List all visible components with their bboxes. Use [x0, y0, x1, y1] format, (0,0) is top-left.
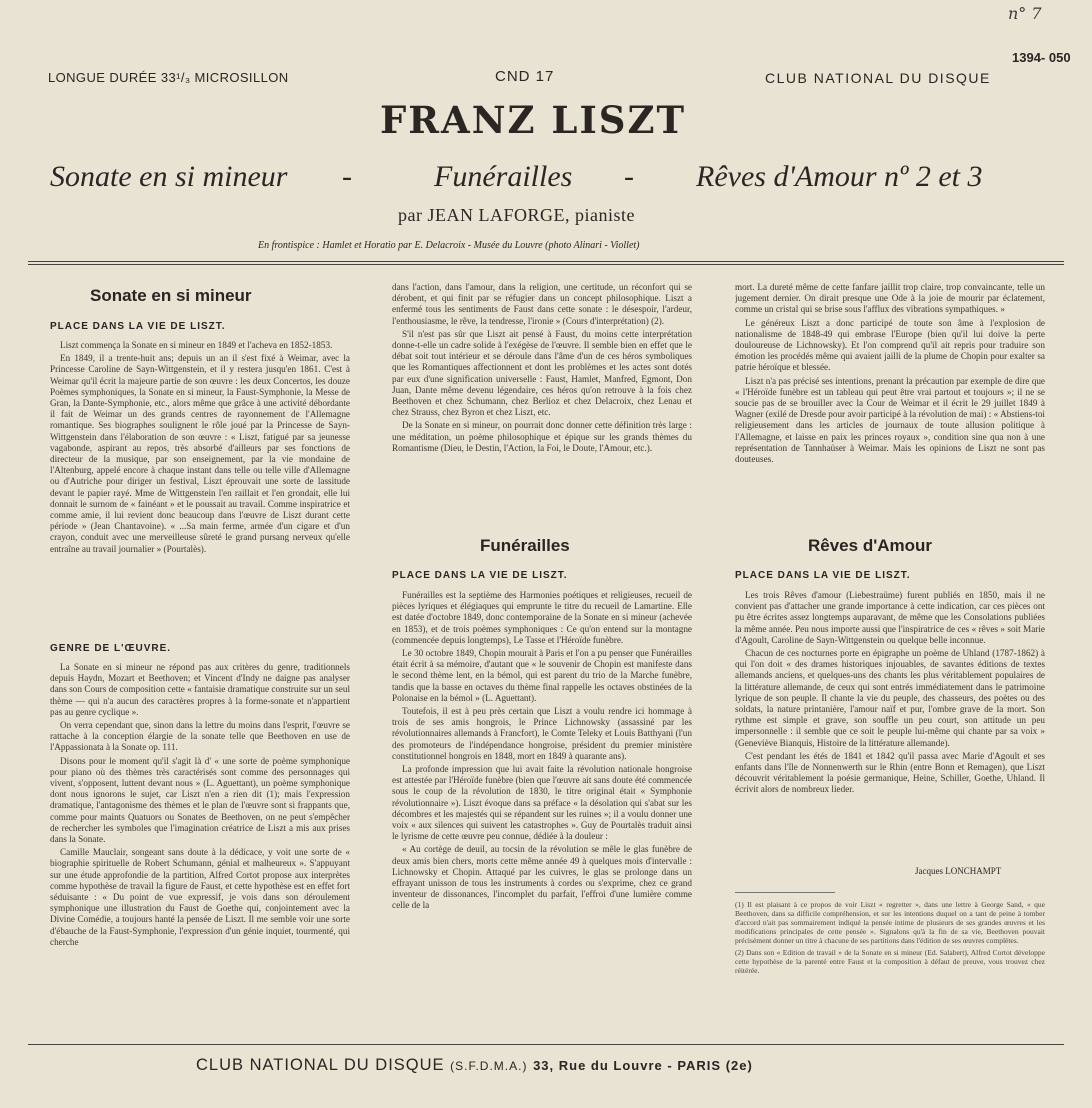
footer-street: 33, Rue du Louvre - PARIS (2e): [533, 1058, 753, 1073]
paragraph: S'il n'est pas sûr que Liszt ait pensé à Faust, du moins cette interprétation donne-t-elle un cadre solide à l'exégèse de l'œuvre. Il semble bien en effet que le débat soit tout intérieur et se déroule dans l'âme d'un de ces héros symboliques que les Romantiques affectionnent et dont les problèmes et les actes sont dotés par eux d'une signification universelle : Faust, Hamlet, Manfred, Egmont, Don Juan, Dante même devenu légendaire, ces héros qu'on retrouve à la fois chez Beethoven et chez Schumann, chez Berlioz et chez Delacroix, chez Lenau et chez Strauss, chez Byron et chez Liszt, etc.: [392, 328, 692, 418]
paragraph: « Au cortège de deuil, au tocsin de la révolution se mêle le glas funèbre de deux amis bien chers, morts cette même année 49 à quelques mois d'intervalle : Lichnowsky et Chopin. Attaqué par les cuivres, le glas se prolonge dans un effrayant unisson de tous les instruments à cordes ou s'exprime, chez ce grand inventeur de dissonances, l'incomplet du parfait, l'effroi d'une lumière comme celle de la: [392, 844, 692, 911]
paragraph: Chacun de ces nocturnes porte en épigraphe un poème de Uhland (1787-1862) à qui l'on doit « des drames historiques injouables, de savantes éditions de textes allemands anciens, et quelques-uns des chants les plus véritablement populaires de la littérature allemande, de ceux qui sont entrés immédiatement dans le patrimoine lyrique de son peuple. Il chante la vie du peuple, des chasseurs, des poètes ou des soldats, la nature printanière, l'amour naïf et pur, l'ombre grave de la mort. Son rythme est simple et grave, son souffle un peu court, son attitude un peu impersonnelle : il semble que ce soit le peuple lui-même qui chante par sa voix » (Geneviève Bianquis, Histoire de la littérature allemande).: [735, 648, 1045, 748]
paragraph: Liszt n'a pas précisé ses intentions, prenant la précaution par exemple de dire que « l'Héroïde funèbre est un tableau qui peut être vrai partout et toujours »; il ne se soucie pas de se brouiller avec la Cour de Weimar et il écrit le 29 juillet 1849 à Wagner (exilé de Dresde pour avoir participé à la révolution de mai) : « Abstiens-toi religieusement dans les articles de journaux de toute allusion politique à l'Allemagne, et laisse en paix les princes royaux », condition sine qua non à une représentation de Tannhaüser à Weimar. Mais les opinions de Liszt ne sont pas douteuses.: [735, 375, 1045, 465]
frontispiece-credit: En frontispice : Hamlet et Horatio par E. Delacroix - Musée du Louvre (photo Alinari - Viollet): [258, 240, 640, 251]
work-separator-2: -: [624, 160, 634, 193]
paragraph: C'est pendant les étés de 1841 et 1842 qu'il passa avec Marie d'Agoult et ses enfants dans l'île de Nonnenwerth sur le Rhin (entre Bonn et Remagen), que Liszt découvrit véritablement la poésie germanique, Heine, Schiller, Goethe, Uhland. Il écrivit alors de nombreux lieder.: [735, 750, 1045, 795]
paragraph: La Sonate en si mineur ne répond pas aux critères du genre, traditionnels depuis Haydn, Mozart et Beethoven; et Vincent d'Indy ne daigne pas analyser dans son Cours de composition cette « fantaisie dramatique construite sur un seul thème — qui n'a aucun des caractères propres à la forme-sonate et n'appartient pas au genre cyclique ».: [50, 662, 350, 717]
footnote-1: (1) Il est plaisant à ce propos de voir Liszt « regretter », dans une lettre à George Sand, « que Beethoven, dans sa difficile compréhension, et sur les intentions duquel on a tant de peine à tomber d'accord n'ait pas sommairement indiqué la pensée intime de plusieurs de ses grandes œuvres et les modifications principales de cette pensée ». Signalons qu'à la fin de sa vie, Beethoven pouvait précisément donner un titre à chacune de ses partitions dans l'édition de ses œuvres complètes.: [735, 900, 1045, 945]
work-funerailles: Funérailles: [434, 160, 573, 193]
bottom-rule: [28, 1044, 1064, 1045]
top-rule: [28, 261, 1064, 262]
paragraph: On verra cependant que, sinon dans la lettre du moins dans l'esprit, l'œuvre se rattache à la conception élargie de la sonate telle que Beethoven en use de l'Appassionata à la Sonate op. 111.: [50, 720, 350, 753]
subheading-funerailles-vie: PLACE DANS LA VIE DE LISZT.: [392, 570, 568, 581]
paragraph: Toutefois, il est à peu près certain que Liszt a voulu rendre ici hommage à trois de ses amis hongrois, le Prince Lichnowsky (assassiné par les révolutionnaires allemands à Francfort), le Comte Teleky et Louis Batthyani (l'un des promoteurs de l'indépendance hongroise, président du premier ministère constitutionnel hongrois en 1848, mort en 1849 à quarante ans).: [392, 706, 692, 761]
work-sonate: Sonate en si mineur: [50, 160, 288, 193]
paragraph: Le généreux Liszt a donc participé de toute son âme à l'explosion de nationalisme de 1848-49 qui embrase l'Europe (bien qu'il lui doive la perte douloureuse de Lichnowsky). Et l'on comprend qu'il ait repris pour traduire son émotion les procédés même qui avaient jailli de la plume de Chopin pour exalter sa patrie héroïque et blessée.: [735, 317, 1045, 373]
work-reves: Rêves d'Amour nº 2 et 3: [696, 160, 983, 193]
paragraph: Disons pour le moment qu'il s'agit là d' « une sorte de poème symphonique pour piano où des thèmes très caractérisés sont comme des personnages qui vivent, s'opposent, luttent devant nous » (L. Aguettant), un poème symphonique dont nous ignorons le sujet, car Liszt n'en a rien dit (1); mais l'expression dramatique, l'antagonisme des thèmes et le plan de l'œuvre sont si frappants que, comme pour maints Quatuors ou Sonates de Beethoven, on ne peut s'empêcher de rechercher les symboles que l'imagination créatrice de Liszt a mis aux prises dans la Sonate.: [50, 755, 350, 845]
paragraph: Le 30 octobre 1849, Chopin mourait à Paris et l'on a pu penser que Funérailles était écrit à sa mémoire, d'autant que « le souvenir de Chopin est manifeste dans le second thème lent, en la bémol, qui est parent du trio de la Marche funèbre, tandis que la basse en octaves du thème final rappelle les octaves obstinées de la Polonaise en la bémol » (L. Aguettant).: [392, 648, 692, 703]
format-label: LONGUE DURÉE 33¹/₃ MICROSILLON: [48, 70, 289, 85]
paragraph: En 1849, il a trente-huit ans; depuis un an il s'est fixé à Weimar, avec la Princesse Caroline de Sayn-Wittgenstein, et il y restera jusqu'en 1861. C'est à Weimar qu'il écrit la majeure partie de son œuvre : les deux Concertos, les douze Poèmes symphoniques, la Sonate en si mineur, la Faust-Symphonie, la Messe de Gran, la Dante-Symphonie, etc., alors même que grâce à une activité débordante il fait de Weimar un des grands centres de rayonnement de l'Allemagne romantique. Ses biographes soulignent le rôle joué par la Princesse de Sayn-Wittgenstein dans l'élaboration de son œuvre : « Liszt, fatigué par sa jeunesse vagabonde, aspirant au repos, très absorbé d'ailleurs par ses fonctions de directeur de la musique, par son enseignement, par la vie mondaine de l'Altenburg, appelé encore à chaque instant dans telle ou telle ville d'Allemagne ou d'Autriche pour diriger un festival, Liszt éprouvait une sorte de lassitude devant le papier rayé. Mme de Wittgenstein l'en raillait et l'en grondait, elle lui donnait le surnom de « fainéant » et le poussait au travail. Comme inspiratrice et comme amie, il lui revient donc beaucoup dans l'œuvre de Liszt durant cette période » (Jean Chantavoine). « ...Sa main ferme, armée d'un cigare et d'un crayon, conduit avec une merveilleuse sûreté le grand pursang nerveux qu'elle entraîne au travail journalier » (Pourtalès).: [50, 353, 350, 554]
paragraph: dans l'action, dans l'amour, dans la religion, une certitude, un réconfort qui se dérobent, et qui finit par se réfugier dans un concept philosophique. Liszt a enfermé tous les sentiments de Faust dans cette sonate : le désespoir, l'ardeur, l'enthousiasme, le rêve, la tendresse, l'ironie » (Cours d'interprétation) (2).: [392, 282, 692, 326]
footer-address: [196, 1056, 753, 1075]
performer-line: par JEAN LAFORGE, pianiste: [398, 205, 635, 225]
footnote-rule: [735, 892, 835, 893]
footer-club-name: CLUB NATIONAL DU DISQUE: [196, 1056, 445, 1074]
text-sonate-vie: [50, 340, 350, 618]
paragraph: La profonde impression que lui avait faite la révolution nationale hongroise est attestée par l'Héroïde funèbre (bien que l'œuvre ait sans doute été commencée sous le coup de la révolution de 1830, le titre original était « Symphonie révolutionnaire »). Liszt évoque dans sa préface « la désolation qui s'abat sur les décombres et les majestés qui se répandent sur les ruines »; il a voulu donner une voix « aux silences qui suivent les catastrophes ». Guy de Pourtalès traduit ainsi le lyrisme de cette œuvre peu connue, dédiée à la douleur :: [392, 764, 692, 842]
paragraph: Liszt commença la Sonate en si mineur en 1849 et l'acheva en 1852-1853.: [60, 340, 333, 350]
handwritten-mark: n° 7: [1008, 4, 1042, 23]
composer-title: FRANZ LISZT: [380, 98, 687, 142]
top-rule-2: [28, 264, 1064, 265]
catalog-number: CND 17: [495, 68, 555, 85]
text-funerailles-cont: [735, 282, 1045, 510]
text-funerailles: [392, 590, 692, 1042]
author-signature: Jacques LONCHAMPT: [915, 866, 1002, 876]
text-genre: [50, 662, 350, 1042]
label-name: CLUB NATIONAL DU DISQUE: [765, 70, 991, 86]
footnote-2: (2) Dans son « Edition de travail » de la Sonate en si mineur (Ed. Salabert), Alfred Cortot développe cette hypothèse de la parenté entre Faust et la composition à défaut de preuve, vous trouvez chez réitérée.: [735, 948, 1045, 975]
work-separator-1: -: [342, 160, 352, 193]
footnotes: [735, 900, 1045, 1040]
subheading-genre: GENRE DE L'ŒUVRE.: [50, 643, 172, 654]
text-sonate-cont: [392, 282, 692, 510]
text-reves: [735, 590, 1045, 860]
paragraph: mort. La dureté même de cette fanfare jaillit trop claire, trop convaincante, telle un jugement dernier. On dirait presque une Ode à la joie de mourir par éclatement, comme un cristal qui se brise sous l'afflux des vibrations sympathiques. »: [735, 282, 1045, 315]
reference-number: 1394- 050: [1012, 50, 1071, 65]
paragraph: Camille Mauclair, songeant sans doute à la dédicace, y voit une sorte de « biographie spirituelle de Robert Schumann, génial et malheureux ». S'appuyant sur une étude approfondie de la partition, Alfred Cortot propose aux interprètes comme hypothèse de travail la figure de Faust, et cette hypothèse est en effet fort séduisante : « Du point de vue expressif, je vois dans son déroulement symphonique une illustration du Faust de Goethe qui, conjointement avec la Divine Comédie, a toujours hanté la pensée de Liszt. Il me semble voir une sorte d'ébauche de la Faust-Symphonie, l'expression d'un génie inquiet, tourmenté, qui cherche: [50, 847, 350, 947]
footer-sfdma: (S.F.D.M.A.): [450, 1059, 528, 1073]
heading-funerailles: Funérailles: [480, 536, 570, 555]
paragraph: Funérailles est la septième des Harmonies poétiques et religieuses, recueil de pièces lyriques et élégiaques qui emprunte le titre du recueil de Lamartine. Elle est datée d'octobre 1849, donc contemporaine de la Sonate en si mineur (achevée en 1853), et de trois poèmes symphoniques : Ce qu'on entend sur la montagne (commencée depuis longtemps), Le Tasse et l'Héroïde funèbre.: [392, 590, 692, 645]
heading-sonate: Sonate en si mineur: [90, 286, 252, 305]
subheading-sonate-vie: PLACE DANS LA VIE DE LISZT.: [50, 321, 226, 332]
heading-reves: Rêves d'Amour: [808, 536, 933, 555]
paragraph: De la Sonate en si mineur, on pourrait donc donner cette définition très large : une méditation, un poème philosophique et épique sur les grands thèmes du Romantisme (Dieu, le Destin, l'Action, la Foi, le Doute, l'Amour, etc.).: [392, 420, 692, 453]
paragraph: Les trois Rêves d'amour (Liebestraüme) furent publiés en 1850, mais il ne convient pas d'attacher une grande importance à cette indication, car ces pièces ont pu être écrites assez longtemps auparavant, de même que les Consolations publiées la même année. Peu nous importe aussi que l'inspiratrice de ces « rêves » soit Marie d'Agoult, Caroline de Sayn-Wittgenstein ou quelque belle inconnue.: [735, 590, 1045, 645]
subheading-reves-vie: PLACE DANS LA VIE DE LISZT.: [735, 570, 911, 581]
